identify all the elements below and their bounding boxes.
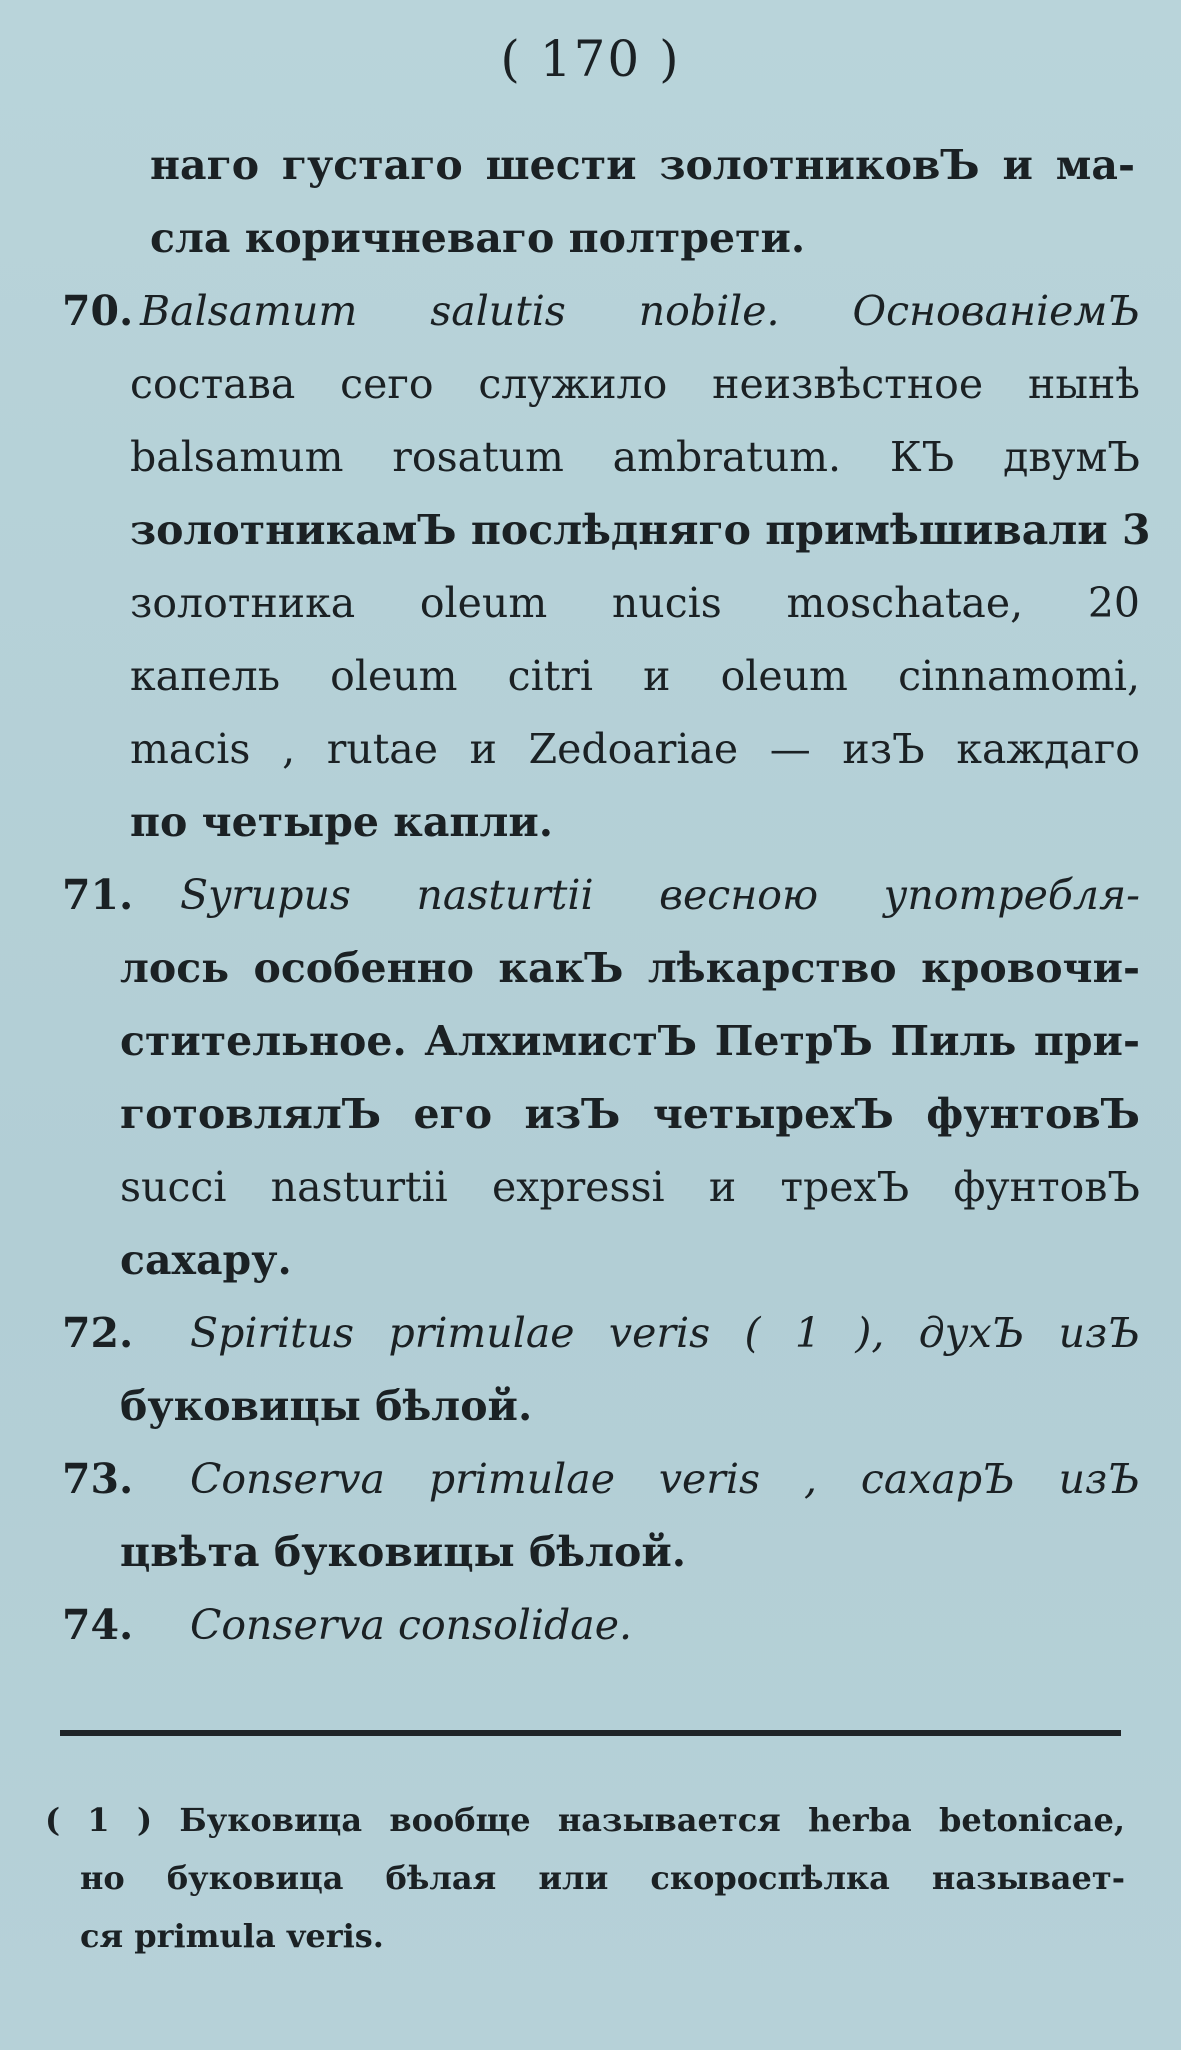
- footnote-rule: [60, 1730, 1121, 1736]
- text-line: буковицы бѣлой.: [120, 1382, 533, 1430]
- text-line: наго густаго шести золотниковЪ и ма-: [150, 141, 1135, 189]
- text-line: macis , rutae и Zedoariae — изЪ каждаго: [130, 725, 1140, 773]
- text-line: сла коричневаго полтрети.: [150, 214, 806, 262]
- text-line: Spiritus primulae veris ( 1 ), духЪ изЪ: [190, 1309, 1140, 1357]
- text-line: готовлялЪ его изЪ четырехЪ фунтовЪ: [120, 1090, 1140, 1138]
- item-number: 70.: [62, 287, 134, 335]
- text-line: balsamum rosatum ambratum. КЪ двумЪ: [130, 433, 1140, 481]
- text-line: сахару.: [120, 1236, 292, 1284]
- text-line: золотникамЪ послѣдняго примѣшивали 3: [130, 506, 1151, 554]
- text-line: стительное. АлхимистЪ ПетрЪ Пиль при-: [120, 1017, 1140, 1065]
- footnote-line: ся primula veris.: [80, 1917, 384, 1955]
- text-line: золотника oleum nucis moschatae, 20: [130, 579, 1140, 627]
- text-line: по четыре капли.: [130, 798, 554, 846]
- footnote-line: но буковица бѣлая или скороспѣлка называет-: [80, 1859, 1125, 1897]
- text-line: Conserva consolidae.: [190, 1601, 632, 1649]
- item-number: 72.: [62, 1309, 134, 1357]
- text-line: succi nasturtii expressi и трехЪ фунтовЪ: [120, 1163, 1140, 1211]
- page-number: ( 170 ): [500, 30, 681, 88]
- text-line: Conserva primulae veris , сахарЪ изЪ: [190, 1455, 1140, 1503]
- item-number: 73.: [62, 1455, 134, 1503]
- text-line: Syrupus nasturtii весною употребля-: [180, 871, 1140, 919]
- item-number: 71.: [62, 871, 134, 919]
- footnote-line: ( 1 ) Буковица вообще называется herba betonicae,: [45, 1801, 1125, 1839]
- text-line: лось особенно какЪ лѣкарство кровочи-: [120, 944, 1140, 992]
- text-line: капель oleum citri и oleum cinnamomi,: [130, 652, 1140, 700]
- text-line: состава сего служило неизвѣстное нынѣ: [130, 360, 1140, 408]
- text-line: Balsamum salutis nobile. ОснованіемЪ: [140, 287, 1140, 335]
- text-line: цвѣта буковицы бѣлой.: [120, 1528, 687, 1576]
- item-number: 74.: [62, 1601, 134, 1649]
